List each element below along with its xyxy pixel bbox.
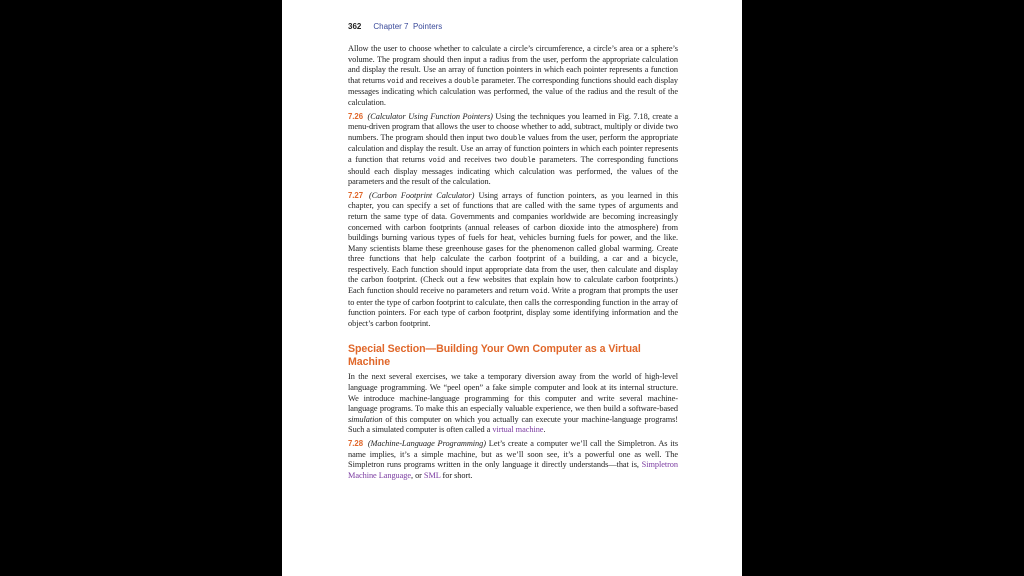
code-span: void [387,77,404,86]
text-span: In the next several exercises, we take a temporary diversion away from the world of high-level language programming. We “peel open” a fake simple computer and look at its internal structure. We introduce machine-language programming for this computer and write several machine-language programs. To make this an especially valuable experience, we then build a software-based [348,372,678,414]
code-span: void [428,156,446,165]
text-span: for short. [440,470,473,480]
running-head [348,22,678,31]
exercise-7-28 [348,439,678,481]
code-span: void [530,288,548,297]
code-span: double [454,77,480,86]
text-span: parameters. The corresponding functions should each display messages indicating which calculation was performed, the values of the parameters and the result of the calculation. [348,154,679,187]
text-span: values from the user, perform the appropriate calculation and display the result. Use an array of function pointers in which each pointer represents a function that returns [348,132,678,164]
page-number: 362 [348,22,362,31]
text-span: Let’s create a computer we’ll call the Simpletron. As its name implies, it’s a simple machine, but as we’ll soon see, it’s a powerful one as well. The Simpletron runs programs written in the only language it directly understands—that is, [348,439,678,470]
exercise-title: (Calculator Using Function Pointers) [367,111,493,121]
exercise-number: 7.27 [348,190,363,200]
section-heading: Special Section—Building Your Own Computer as a Virtual Machine [348,343,641,368]
text-span: . [543,425,546,435]
text-span: and receives two [445,154,511,164]
keyword-term: Simpletron Machine Language [348,460,678,480]
exercise-7-26 [348,112,678,188]
exercise-title: (Machine-Language Programming) [367,439,486,448]
text-span: Allow the user to choose whether to calculate a circle’s circumference, a circle’s area or a sphere’s volume. The program should then input a radius from the user, perform the appropriate calculation and display the result. Use an array of function pointers in which each pointer represents a function that returns [348,44,678,85]
text-span: and receives a [403,75,455,85]
keyword-term: SML [423,470,441,480]
chapter-title: Pointers [412,22,443,31]
book-page [282,0,742,576]
text-span: , or [411,470,424,480]
exercise-number: 7.26 [348,111,363,121]
text-span: Using arrays of function pointers, as you learned in this chapter, you can specify a set of functions that are called with the same types of arguments and return the same type of data. Governments and companies worldwide are becoming increasingly concerned with carbon footprints (annual releases of carbon dioxide into the atmosphere) from buildings burning various types of fuels for heat, vehicles burning fuels for power, and the like. Many scientists blame these greenhouse gases for the phenomenon called global warming. Create three functions that help calculate the carbon footprint of a building, a car and a bicycle, respectively. Each function should input appropriate data from the user, then calculate and display the carbon footprint. (Check out a few websites that explain how to calculate carbon footprints.) Each function should receive no parameters and return [348,190,679,296]
text-span: parameter. The corresponding functions should each display messages indicating which calculation was performed, the value of the radius and the result of the calculation. [348,75,678,107]
section-intro-paragraph [348,372,678,436]
emphasis-span: simulation [348,414,383,424]
exercise-7-27 [348,191,678,330]
text-span: Using the techniques you learned in Fig. 7.18, create a menu-driven program that allows the user to choose whether to add, subtract, multiply or divide two numbers. The program should then input two [348,111,678,142]
exercise-number: 7.28 [348,439,363,448]
chapter-label: Chapter 7 [373,22,409,31]
intro-paragraph [348,44,678,109]
text-span: . Write a program that prompts the user to enter the type of carbon footprint to calculate, then calls the corresponding function in the array of function pointers. For each type of carbon footprint, display some identifying information and the object’s carbon footprint. [348,286,679,328]
page-body [348,44,678,484]
exercise-title: (Carbon Footprint Calculator) [369,190,475,200]
code-span: double [510,156,536,165]
code-span: double [500,134,526,143]
text-span: of this computer on which you actually can execute your machine-language programs! Such a simulated computer is often called a [348,414,678,435]
keyword-term: virtual machine [492,425,544,435]
